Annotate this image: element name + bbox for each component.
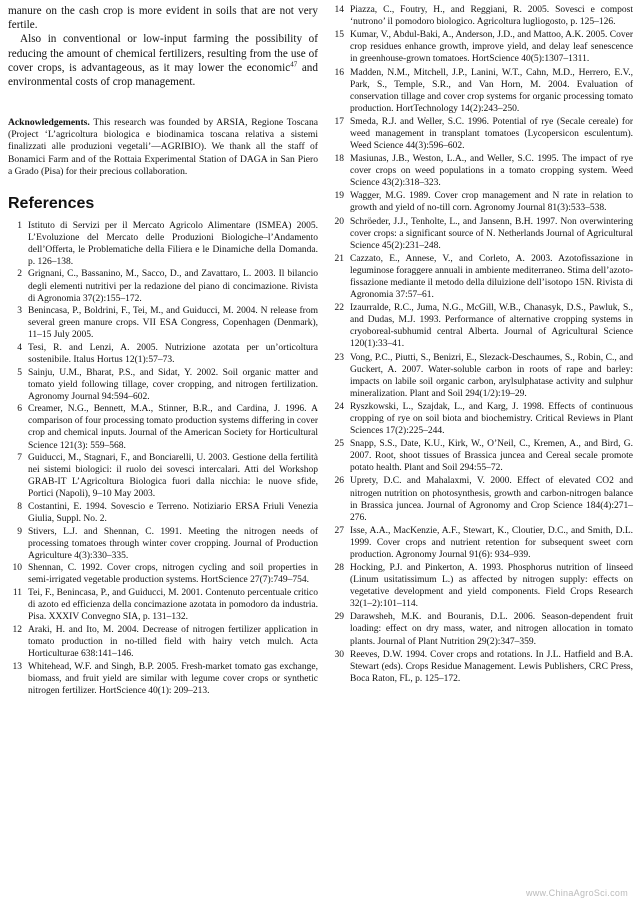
reference-item [8,526,318,562]
reference-number: 28 [334,563,344,574]
reference-text: Smeda, R.J. and Weller, S.C. 1996. Potential of rye (Secale cereale) for weed management in transplant tomatoes (Lycopersicon esculentum). Weed Science 44(3):596–602. [350,116,633,151]
reference-number: 7 [17,453,22,464]
reference-text: Wagger, M.G. 1989. Cover crop management and N rate in relation to growth and yield of no-till corn. Agronomy Journal 81(3):533–538. [350,191,633,214]
reference-number: 8 [17,501,22,512]
reference-item [330,4,633,28]
reference-text: Whitehead, W.F. and Singh, B.P. 2005. Fresh-market tomato gas exchange, biomass, and fruit yield are similar with legume cover crops or synthetic nitrogen fertilizer. HortScience 40(1): 209–213. [28,661,318,696]
reference-item [330,438,633,474]
reference-number: 5 [17,367,22,378]
reference-number: 14 [334,5,344,15]
reference-text: Creamer, N.G., Bennett, M.A., Stinner, B.R., and Cardina, J. 1996. A comparison of four processing tomato production systems differing in cover crop and chemical inputs. Journal of the American Society for Horticultural Science 121(3): 559–568. [28,404,318,451]
reference-item [330,67,633,115]
reference-number: 12 [12,624,22,635]
reference-number: 2 [17,269,22,280]
reference-text: Vong, P.C., Piutti, S., Benizri, E., Slezack-Deschaumes, S., Robin, C., and Guckert, A. 2007. Water-soluble carbon in roots of rape and barley: impacts on labile soil organic carbon, arylsulphatase activity and sulphur mineralization. Plant and Soil 294(1/2):19–29. [350,352,633,399]
reference-item [330,190,633,214]
reference-item [330,562,633,610]
reference-text: Darawsheh, M.K. and Bouranis, D.L. 2006. Season-dependent fruit loading: effect on dry mass, water, and nitrogen allocation in tomato plants. Journal of Plant Nutrition 29(2):347–359. [350,612,633,647]
reference-number: 13 [12,661,22,672]
reference-item [8,452,318,500]
reference-item [8,661,318,697]
reference-text: Isse, A.A., MacKenzie, A.F., Stewart, K., Cloutier, D.C., and Smith, D.L. 1999. Cover crops and nutrient retention for subsequent sweet corn production. Agronomy Journal 91(6): 934–939. [350,525,633,560]
citation-superscript: 47 [290,60,298,69]
reference-text: Guiducci, M., Stagnari, F., and Bonciarelli, U. 2003. Gestione della fertilità nei sistemi biologici: il ruolo dei sovesci intercalari. Atti del Workshop GRAB-IT L’Agricoltura Biologica fuori dalla nicchia: le nuove sfide, Portici (Napoli), 9–10 May 2003. [28,453,318,500]
reference-list-left [8,220,318,697]
reference-number: 15 [334,30,344,41]
reference-number: 9 [17,526,22,537]
reference-number: 30 [334,649,344,660]
reference-number: 22 [334,303,344,314]
reference-item [330,611,633,647]
reference-text: Hocking, P.J. and Pinkerton, A. 1993. Phosphorus nutrition of linseed (Linum usitatissimum L.) as affected by nitrogen supply: effects on vegetative development and yield components. Field Crops Research 32(1–2):101–114. [350,563,633,610]
reference-item [330,352,633,400]
reference-item [8,587,318,623]
references-heading: References [8,194,95,212]
reference-item [330,649,633,685]
body-paragraph-2-end: and environmental costs of crop management. [8,61,318,89]
left-column [8,4,318,697]
body-paragraph-1: manure on the cash crop is more evident in soils that are not very fertile. [8,5,318,32]
reference-text: Cazzato, E., Annese, V., and Corleto, A. 2003. Azotofissazione in leguminose foraggere annuali in ambiente mediterraneo. Stima dell’azoto-fissazione mediante il metodo della diluizione dell’isotopo 15N. Rivista di Agronomia 37:57–61. [350,253,633,301]
reference-text: Piazza, C., Foutry, H., and Reggiani, R. 2005. Sovesci e compost ‘nutrono’ il pomodoro biologico. Agricoltura lugliogosto, p. 125–126. [350,5,633,28]
reference-text: Madden, N.M., Mitchell, J.P., Lanini, W.T., Cahn, M.D., Herrero, E.V., Park, S., Temple, S.R., and Van Horn, M. 2004. Evaluation of conservation tillage and cover crop systems for organic processing tomato production. HortTechnology 14(2):243–250. [350,67,633,114]
reference-item [330,525,633,561]
reference-text: Reeves, D.W. 1994. Cover crops and rotations. In J.L. Hatfield and B.A. Stewart (eds). Crops Residue Management. Lewis Publishers, CRC Press, Boca Raton, FL, p. 125–172. [350,649,633,684]
watermark: www.ChinaAgroSci.com [525,888,628,898]
body-paragraph-2 [8,32,318,89]
reference-text: Ryszkowski, L., Szajdak, L., and Karg, J. 1998. Effects of continuous cropping of rye on soil biota and biochemistry. Critical Reviews in Plant Sciences 17(2):225–244. [350,401,633,436]
reference-text: Kumar, V., Abdul-Baki, A., Anderson, J.D., and Mattoo, A.K. 2005. Cover crop residues enhance growth, improve yield, and delay leaf senescence in greenhouse-grown tomatoes. HortScience 40(5):1307–1311. [350,30,633,65]
reference-number: 18 [334,154,344,165]
reference-number: 23 [334,352,344,363]
reference-text: Schröeder, J.J., Tenholte, L., and Jansenn, B.H. 1997. Non overwintering cover crops: a significant source of N. Netherlands Journal of Agricultural Science 45(2):231–248. [350,216,633,251]
reference-text: Costantini, E. 1994. Sovescio e Terreno. Notiziario ERSA Friuli Venezia Giulia, Suppl. No. 2. [28,501,318,524]
reference-number: 17 [334,116,344,127]
reference-number: 25 [334,439,344,450]
reference-text: Masiunas, J.B., Weston, L.A., and Weller, S.C. 1995. The impact of rye cover crops on weed populations in a tomato cropping system. Weed Science 43(2):318–323. [350,154,633,189]
reference-list-right [330,4,633,685]
reference-text: Grignani, C., Bassanino, M., Sacco, D., and Zavattaro, L. 2003. Il bilancio degli elementi nutritivi per la redazione del piano di concimazione. Rivista di Agronomia 37(2):155–172. [28,269,318,304]
reference-number: 19 [334,191,344,202]
reference-text: Izaurralde, R.C., Juma, N.G., McGill, W.B., Chanasyk, D.S., Pawluk, S., and Dudas, M.J. 1993. Performance of alternative cropping systems in cryoboreal-subhumid central Alberta. Journal of Agricultural Science 120(1):33–41. [350,303,633,350]
reference-number: 21 [334,253,344,264]
reference-item [330,253,633,301]
reference-item [8,403,318,451]
reference-item [8,305,318,341]
reference-text: Araki, H. and Ito, M. 2004. Decrease of nitrogen fertilizer application in tomato production in no-tilled field with hairy vetch mulch. Acta Horticulturae 638:141–146. [28,624,318,659]
reference-text: Benincasa, P., Boldrini, F., Tei, M., and Guiducci, M. 2004. N release from several green manure crops. VII ESA Congress, Copenhagen (Denmark), 11–15 July 2005. [28,306,318,341]
reference-text: Sainju, U.M., Bharat, P.S., and Sidat, Y. 2002. Soil organic matter and tomato yield following tillage, cover cropping, and nitrogen fertilization. Agronomy Journal 94:594–602. [28,367,318,402]
reference-number: 26 [334,476,344,487]
reference-number: 1 [17,220,22,231]
reference-item [8,268,318,304]
reference-text: Shennan, C. 1992. Cover crops, nitrogen cycling and soil properties in semi-irrigated vegetable production systems. HortScience 27(7):749–754. [28,563,318,586]
reference-number: 20 [334,216,344,227]
reference-item [8,624,318,660]
acknowledgements-heading: Acknowledgements. [8,117,90,129]
reference-item [330,29,633,65]
reference-number: 11 [12,588,22,599]
right-column [330,4,633,686]
acknowledgements-text: This research was founded by ARSIA, Regione Toscana (Project ‘L’agricoltura biologica e biodinamica toscana relativa a sistemi finalizzati alle produzioni vegetali’—AGRIBIO). We thank all the staff of Bonamici Farm and of the Rottaia Experimental Station of DAGA in San Piero a Grado (Pisa) for their precious collaboration. [8,117,318,177]
reference-text: Stivers, L.J. and Shennan, C. 1991. Meeting the nitrogen needs of processing tomatoes through winter cover cropping. Journal of Production Agriculture 4(3):330–335. [28,526,318,561]
reference-text: Istituto di Servizi per il Mercato Agricolo Alimentare (ISMEA) 2005. L’Evoluzione del Mercato delle Produzioni Biologiche–l’Andamento dell’Offerta, le Problematiche della Filiera e le Dinamiche della Domanda. p. 126–138. [28,220,318,267]
reference-item [330,401,633,437]
reference-text: Snapp, S.S., Date, K.U., Kirk, W., O’Neil, C., Kremen, A., and Bird, G. 2007. Root, shoot tissues of Brassica juncea and Cereal secale promote potato health. Plant and Soil 294:55–72. [350,439,633,474]
reference-number: 29 [334,612,344,623]
reference-number: 3 [17,306,22,317]
body-paragraph-2-start: Also in conventional or low-input farming the possibility of reducing the amount of chemical fertilizers, resulting from the use of cover crops, is advantageous, as it may lower the economic [8,33,318,74]
acknowledgements [8,117,318,177]
reference-item [330,302,633,350]
reference-number: 4 [17,342,22,353]
reference-number: 16 [334,67,344,78]
reference-item [330,216,633,252]
reference-text: Tesi, R. and Lenzi, A. 2005. Nutrizione azotata per un’orticoltura sostenibile. Italus Hortus 12(1):57–73. [28,342,318,365]
reference-number: 10 [12,563,22,574]
reference-number: 24 [334,401,344,412]
reference-item [8,562,318,586]
reference-item [330,116,633,152]
reference-text: Tei, F., Benincasa, P., and Guiducci, M. 2001. Contenuto percentuale critico di azoto ed efficienza della concimazione azotata in pomodoro da industria. Pisa. XXXIV Convegno SIA, p. 131–132. [28,588,318,623]
reference-item [8,501,318,525]
reference-text: Uprety, D.C. and Mahalaxmi, V. 2000. Effect of elevated CO2 and nitrogen nutrition on photosynthesis, growth and carbon-nitrogen balance in Brassica juncea. Journal of Agronomy and Crop Science 184(4):271–276. [350,476,633,523]
reference-item [8,342,318,366]
reference-item [330,153,633,189]
reference-item [8,220,318,268]
reference-number: 6 [17,404,22,415]
reference-item [330,475,633,523]
reference-item [8,367,318,403]
reference-number: 27 [334,525,344,536]
